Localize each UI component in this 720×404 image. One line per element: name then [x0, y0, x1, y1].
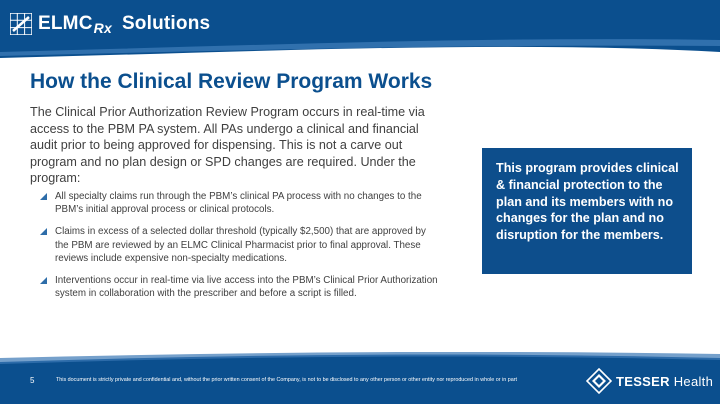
partner-name-light: Health	[669, 373, 714, 389]
bullet-text: All specialty claims run through the PBM’s clinical PA process with no changes to the PBM’s initial approval process or clinical protocols.	[55, 191, 422, 216]
logo-grid-icon	[10, 13, 32, 35]
callout-text: This program provides clinical & financial protection to the plan and its members with no changes for the plan and no disruption for the members.	[496, 161, 679, 243]
page-number: 5	[30, 376, 35, 385]
list-item	[40, 190, 440, 216]
triangle-bullet-icon	[40, 277, 47, 284]
list-item	[40, 274, 440, 300]
confidentiality-disclaimer: This document is strictly private and confidential and, without the prior written consent of the Company, is not to be disclosed to any other person or other entity nor reproduced in whole or in part	[56, 377, 518, 383]
list-item	[40, 225, 440, 265]
partner-wordmark	[616, 374, 713, 389]
bullet-text: Interventions occur in real-time via live access into the PBM’s Clinical Prior Authorization system in collaboration with the prescriber and before a script is filled.	[55, 275, 438, 300]
intro-paragraph: The Clinical Prior Authorization Review Program occurs in real-time via access to the PBM PA system. All PAs undergo a clinical and financial audit prior to being approved for dispensing. This is not a carve out program and no plan design or SPD changes are required. Under the program:	[30, 105, 425, 185]
triangle-bullet-icon	[40, 228, 47, 235]
logo-main: ELMC	[38, 13, 93, 34]
partner-name-bold: TESSER	[616, 373, 670, 389]
slide-title: How the Clinical Review Program Works	[30, 70, 433, 93]
logo-suffix: Solutions	[121, 13, 211, 34]
diamond-logo-icon	[586, 368, 612, 394]
bullet-list	[40, 190, 440, 309]
partner-logo	[586, 368, 713, 394]
logo-wordmark	[38, 13, 210, 35]
brand-logo	[10, 10, 210, 38]
callout-box	[482, 148, 692, 274]
triangle-bullet-icon	[40, 193, 47, 200]
bullet-text: Claims in excess of a selected dollar threshold (typically $2,500) that are approved by the PBM are reviewed by an ELMC Clinical Pharmacist prior to final approval. These reviews include expensive non-specialty medications.	[55, 226, 426, 264]
logo-rx: Rx	[93, 20, 112, 36]
